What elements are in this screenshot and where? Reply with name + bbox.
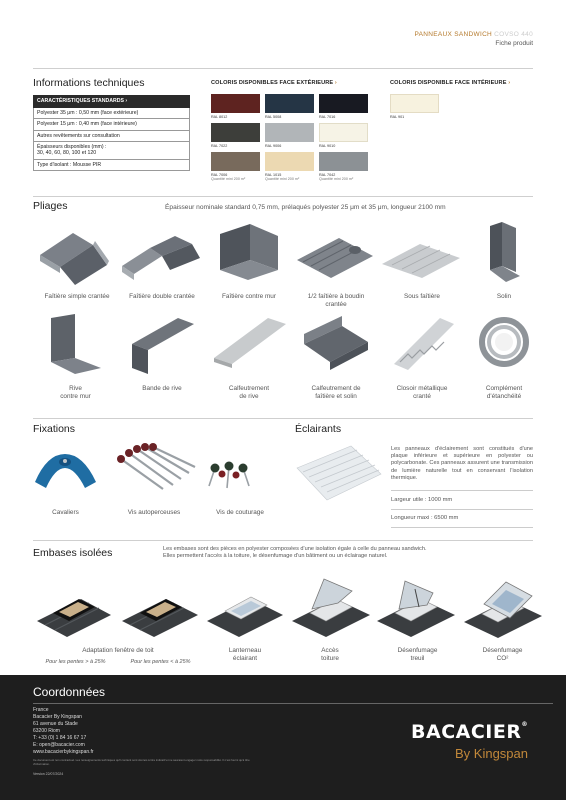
pliage-label: Complément d'étanchéité [485,385,523,400]
pliage-label: Faîtière double crantée [129,293,195,300]
pliage-label: Faîtière simple crantée [44,293,110,300]
divider [33,196,533,197]
tech-table [33,95,190,171]
contact-email[interactable]: E: open@bacacier.com [33,742,85,748]
embase-label: Désenfumage CO² [482,647,523,662]
embases-text: Les embases sont des pièces en polyester composées d'une isolation égale à celle du panneau sandwich. Elles permettent l'accès à la toiture, le désenfumage d'un bâtiment ou un éclairage naturel. [163,546,427,560]
embase-desenfumage-co2-icon [462,578,544,640]
embase-label: Adaptation fenêtre de toit [82,647,154,654]
faitiere-contre-mur-icon [212,222,287,284]
color-swatch-int [390,94,439,113]
brand-logo: BACACIER® [411,721,528,743]
footer [0,675,566,800]
embase-acces-toiture-icon [290,575,372,640]
swatch-label: RAL 7022 [211,144,228,148]
embase-label: Lanterneau éclairant [228,647,262,662]
eclairants-text: Les panneaux d'éclairement sont constitués d'une plaque inférieure et supérieure en polyester ou polycarbonate. Ces panneaux assurent une transmission de lumière naturelle tout en conservant l'isolation thermique. [391,446,533,481]
eclairants-width: Largeur utile : 1000 mm [391,497,453,503]
pliage-label: Sous faîtière [404,293,440,300]
pliage-label: 1/2 faîtière à boudin crantée [307,293,365,308]
pliage-label: Calfeutrement de faîtière et solin [311,385,361,400]
panneau-eclairement-icon [295,444,383,504]
embase-label: Désenfumage treuil [397,647,438,662]
color-swatch [211,152,260,171]
brand-tagline: By Kingspan [455,746,528,761]
embases-title: Embases isolées [33,547,113,559]
divider [33,418,533,419]
swatch-label: RAL 5008 [265,115,282,119]
tech-row: Polyester 35 μm : 0,50 mm (face extérieure) [33,108,190,120]
faitiere-double-icon [120,228,202,283]
swatch-label: RAL 1015 Quantité mini 200 m² [265,173,300,182]
swatch-label: RAL 8012 [211,115,228,119]
swatch-label: RAL 7042 Quantité mini 200 m² [319,173,354,182]
product-model: COVSO 440 [494,31,533,38]
color-swatch [265,123,314,142]
pliage-label: Faîtière contre mur [222,293,276,300]
color-swatch [319,152,368,171]
tech-row: Autres revêtements sur consultation [33,131,190,143]
eclairants-length: Longueur maxi : 6500 mm [391,515,459,521]
divider [391,509,533,510]
calfeutrement-faitiere-icon [298,312,378,376]
tech-row: Épaisseurs disponibles (mm) : 30, 40, 60, 80, 100 et 120 [33,142,190,160]
pliages-title: Pliages [33,200,68,212]
fixation-label: Vis autoperceuses [127,509,181,516]
embase-desenfumage-treuil-icon [375,575,457,640]
closoir-metallique-icon [388,314,460,376]
version: Version 22/07/2024 [33,772,64,776]
swatch-label: RAL 9010 [319,144,336,148]
pliage-label: Bande de rive [142,385,182,392]
contact-website[interactable]: www.bacacierbykingspan.fr [33,749,94,755]
sous-faitiere-icon [378,236,463,281]
rive-contre-mur-icon [45,314,107,376]
color-swatch [265,152,314,171]
doc-type: Fiche produit [495,40,533,47]
fixations-title: Fixations [33,423,76,435]
divider [391,527,533,528]
pliages-subtitle: Épaisseur nominale standard 0,75 mm, prélaqués polyester 25 μm et 35 μm, longueur 2100 mm [165,204,446,211]
bande-de-rive-icon [128,314,200,376]
embase-fenetre-toit-2-icon [120,585,200,640]
demi-faitiere-boudin-icon [293,230,378,285]
cavaliers-icon [33,448,98,498]
swatch-label: RAL 9006 [265,144,282,148]
color-swatch [211,94,260,113]
colors-int-title: COLORIS DISPONIBLE FACE INTÉRIEURE › [390,80,511,86]
fixation-label: Vis de couturage [216,509,264,516]
complement-etancheite-icon [478,316,530,368]
color-swatch [211,123,260,142]
tech-row: Type d'isolant : Mousse PIR [33,160,190,172]
swatch-label: RAL 7006 Quantité mini 200 m² [211,173,246,182]
solin-icon [480,222,525,290]
pliage-label: Calfeutrement de rive [228,385,270,400]
pliage-label: Solin [496,293,512,300]
tech-title: Informations techniques [33,77,145,89]
embase-fenetre-toit-1-icon [35,585,113,640]
contact-address: France Bacacier By Kingspan 61 avenue du Stade 63200 Riom T: +33 (0) 1 84 16 67 17 E: open@bacacier.com www.bacacierbykingspan.fr [33,707,94,755]
embase-lanterneau-icon [205,585,285,640]
embase-label: Accès toiture [321,647,339,662]
vis-couturage-icon [205,456,265,496]
tech-row-head: CARACTÉRISTIQUES STANDARDS › [33,95,190,108]
product-name: PANNEAUX SANDWICH [414,31,493,38]
calfeutrement-rive-icon [210,316,290,371]
divider [33,68,533,69]
color-swatch [319,123,368,142]
swatch-label: RAL 7016 [319,115,336,119]
eclairants-title: Éclairants [295,423,342,435]
contact-title: Coordonnées [33,685,106,699]
divider [391,490,533,491]
divider [33,540,533,541]
color-swatch [265,94,314,113]
pliage-label: Rive contre mur [60,385,91,400]
embase-pente-label: Pour les pentes < à 25% [130,659,191,665]
vis-autoperceuses-icon [115,445,197,500]
tech-row: Polyester 15 μm : 0,40 mm (face intérieure) [33,119,190,131]
pliage-label: Closoir métallique cranté [396,385,448,400]
disclaimer: Ce document est non contractuel. Les renseignements techniques qu'il contient sont donnés à titre indicatif et ne sauraient engager notre responsabilité. Il n'est fourni qu'à titre d'information. [33,758,250,766]
faitiere-simple-icon [35,225,115,285]
swatch-label-int: RAL 901 [390,115,405,119]
page-header [414,30,533,48]
embase-pente-label: Pour les pentes > à 25% [45,659,106,665]
fixation-label: Cavaliers [52,509,79,516]
color-swatch [319,94,368,113]
colors-ext-title: COLORIS DISPONIBLES FACE EXTÉRIEURE › [211,80,337,86]
divider [33,703,553,704]
